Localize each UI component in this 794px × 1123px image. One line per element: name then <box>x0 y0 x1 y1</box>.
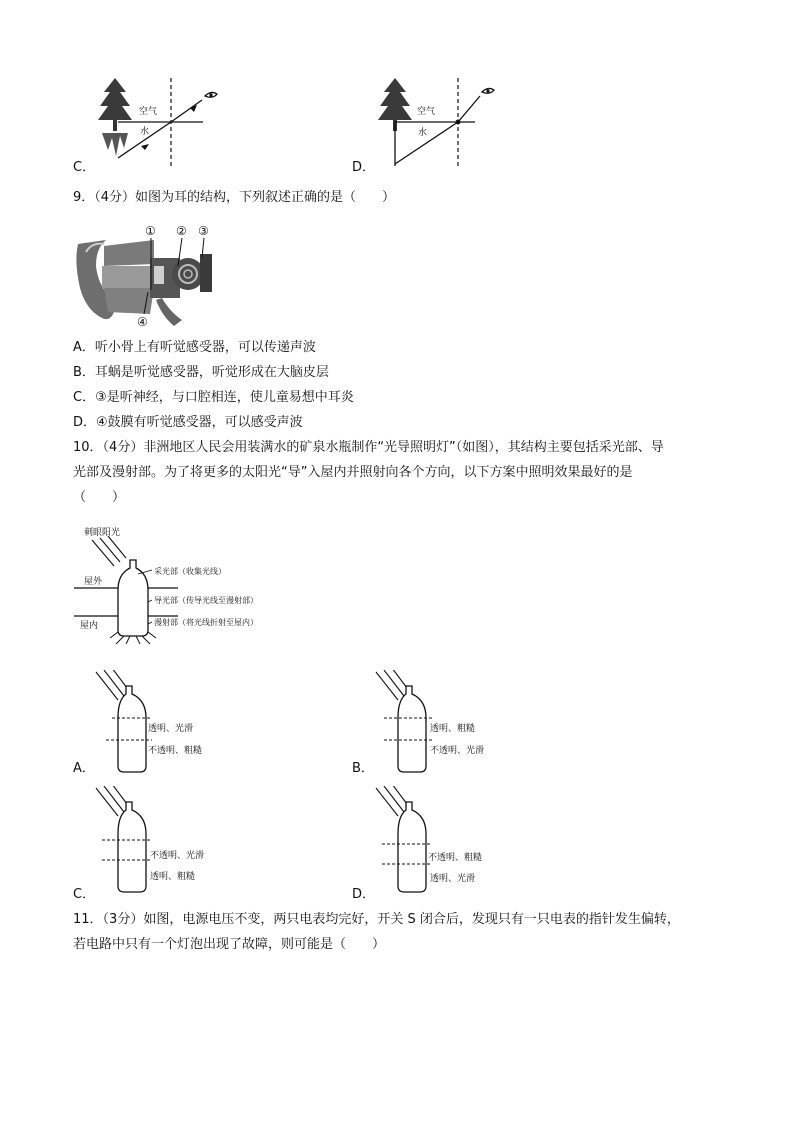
sunlight-arrows-icon <box>92 536 126 566</box>
ear-structure-diagram <box>74 222 214 328</box>
lower-label: 不透明、光滑 <box>430 746 485 756</box>
question-10-stem-line-2: 光部及漫射部。为了将更多的太阳光“导”入屋内并照射向各个方向，以下方案中照明效果最好的是 <box>73 465 633 480</box>
eye-icon <box>205 92 217 97</box>
option-b-bottle-diagram <box>372 670 502 776</box>
marker-2: ② <box>176 224 187 238</box>
eye-icon <box>482 88 494 93</box>
water-label: 水 <box>418 128 428 138</box>
water-label: 水 <box>140 127 150 137</box>
question-9-option-b[interactable]: B．耳蜗是听觉感受器，听觉形成在大脑皮层 <box>73 365 329 380</box>
question-10-option-c[interactable]: C． <box>73 887 96 902</box>
question-9-option-c[interactable]: C．③是听神经，与口腔相连，使儿童易想中耳炎 <box>73 390 354 405</box>
outdoor-label: 屋外 <box>84 577 103 587</box>
question-9-option-a[interactable]: A．听小骨上有听觉感受器，可以传递声波 <box>73 340 316 355</box>
lower-label: 透明、光滑 <box>430 874 476 884</box>
question-9-option-d[interactable]: D．④鼓膜有听觉感受器，可以感受声波 <box>73 415 303 430</box>
option-a-bottle-diagram <box>92 670 212 776</box>
tree-icon <box>98 78 132 131</box>
sunlight-label: 刺眼阳光 <box>84 528 121 538</box>
question-10-stem-line-3: （ ） <box>73 490 126 505</box>
part-guide-label: 导光部（传导光线至漫射部） <box>154 596 258 605</box>
question-10-option-a[interactable]: A． <box>73 761 95 776</box>
part-diffuse-label: 漫射部（将光线折射至屋内） <box>154 618 258 627</box>
marker-4: ④ <box>137 315 148 328</box>
upper-label: 透明、粗糙 <box>430 724 476 734</box>
question-10-option-d[interactable]: D． <box>352 887 376 902</box>
air-label: 空气 <box>417 107 436 117</box>
marker-3: ③ <box>198 224 209 238</box>
option-d-label: D． <box>352 160 376 175</box>
question-10-stem-line-1: 10．（4分）非洲地区人民会用装满水的矿泉水瓶制作“光导照明灯”（如图），其结构主要包括采光部、导 <box>73 440 664 455</box>
question-11-stem-line-1: 11．（3分）如图，电源电压不变，两只电表均完好，开关 S 闭合后，发现只有一只电表的指针发生偏转， <box>73 912 680 927</box>
question-10-option-b[interactable]: B． <box>352 761 374 776</box>
option-d-bottle-diagram <box>372 786 502 896</box>
refraction-diagram-d <box>370 78 520 170</box>
light-guide-lamp-diagram <box>72 524 282 644</box>
upper-label: 透明、光滑 <box>148 724 194 734</box>
refraction-diagram-c <box>90 78 240 170</box>
bottle-icon <box>118 560 148 636</box>
option-c-bottle-diagram <box>92 786 222 896</box>
question-11-stem-line-2: 若电路中只有一个灯泡出现了故障，则可能是（ ） <box>73 937 386 952</box>
marker-1: ① <box>145 224 156 238</box>
upper-label: 不透明、光滑 <box>150 851 205 861</box>
air-label: 空气 <box>139 107 158 117</box>
part-collect-label: 采光部（收集光线） <box>154 567 226 576</box>
indoor-label: 屋内 <box>80 621 99 631</box>
lower-label: 透明、粗糙 <box>150 872 196 882</box>
lower-label: 不透明、粗糙 <box>148 746 203 756</box>
tree-reflection-icon <box>102 133 128 156</box>
option-c-label: C． <box>73 160 96 175</box>
upper-label: 不透明、粗糙 <box>428 853 483 863</box>
question-9-stem: 9．（4分）如图为耳的结构，下列叙述正确的是（ ） <box>73 190 396 205</box>
